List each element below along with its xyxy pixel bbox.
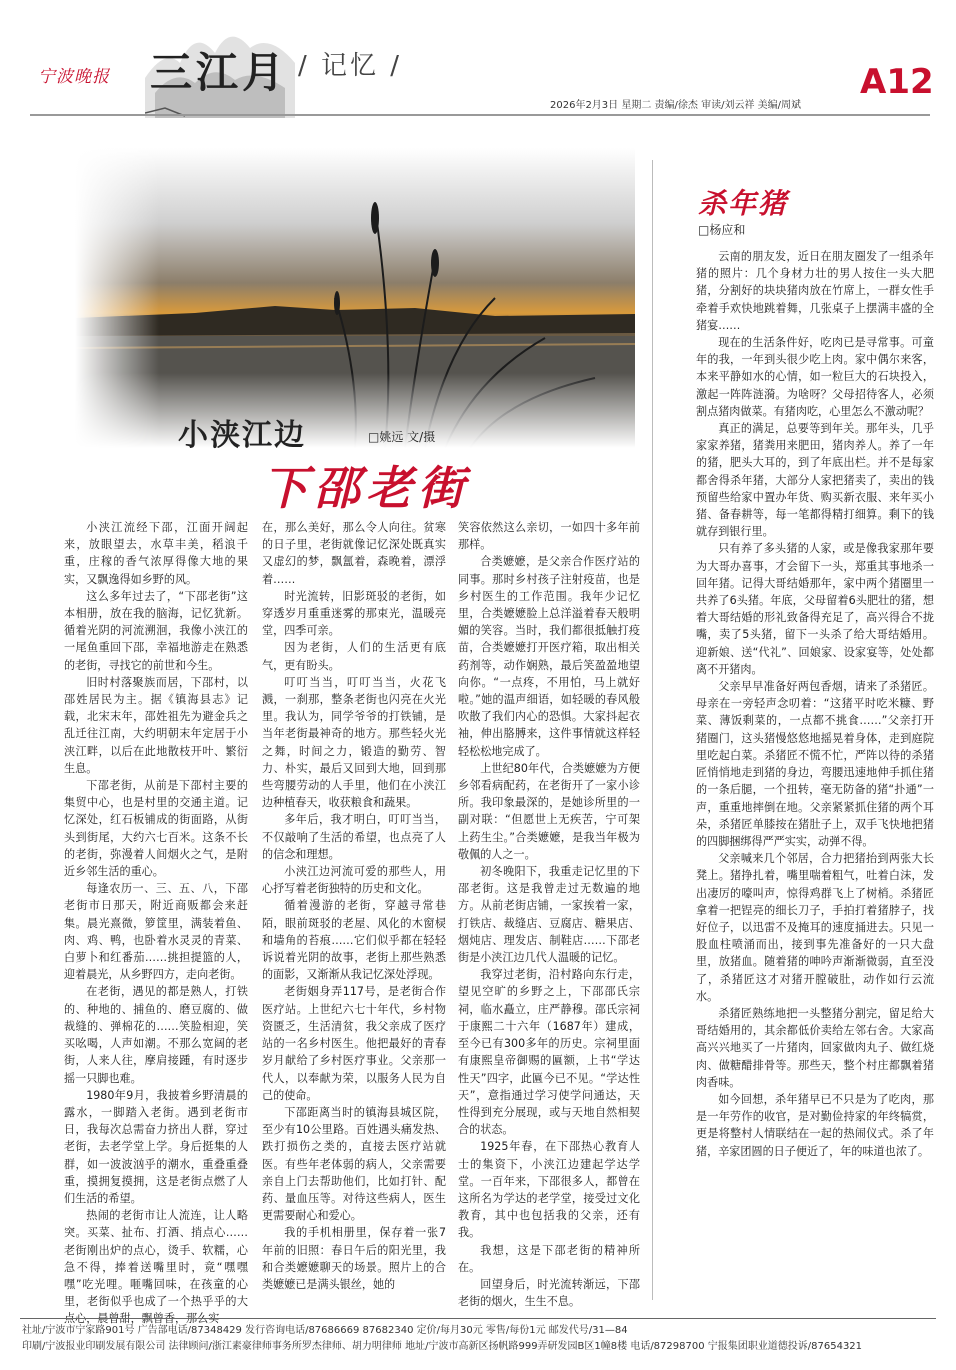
- paragraph: 如今回想，杀年猪早已不只是为了吃肉，那是一年劳作的收官，是对勤俭持家的年终犒赏，更是将整村人情联结在一起的热闹仪式。杀了年猪，辛家团圆的日子便近了，年的味道也浓了。: [696, 1092, 934, 1158]
- footer-info-line1: 社址/宁波市宁家路901号 广告部电话/87348429 发行咨询电话/87686669 87682340 定价/每月30元 零售/每份1元 邮发代号/31—84: [22, 1325, 628, 1336]
- paragraph: 老街姻身弄117号，是老街合作医疗站。上世纪六七十年代，乡村物资匮乏，生活清贫，我父亲成了医疗站的一名乡村医生。他把最好的青春岁月献给了乡村医疗事业。父亲那一代人，以奉献为荣，以服务人民为自己的使命。: [262, 985, 446, 1102]
- paragraph: 我想，这是下邵老街的精神所在。: [458, 1243, 640, 1274]
- footer-info-line2: 印刷/宁波报业印刷发展有限公司 法律顾问/浙江素豪律师事务所罗杰律师、胡力明律师 地址/宁波市高新区扬帆路999弄研发园B区1幢8楼 电话/87298700 宁报集团职业道德投诉/87654321: [22, 1341, 863, 1352]
- paragraph: 因为老街，人们的生活更有底气，更有盼头。: [262, 641, 446, 672]
- paragraph: 现在的生活条件好，吃肉已是寻常事。可童年的我，一年到头很少吃上肉。家中偶尔来客，本来平静如水的心情，如一粒巨大的石块投入，激起一阵阵涟漪。为啥呀？父母招待客人，必须割点猪肉做菜。有猪肉吃，心里怎么不激动呢？: [696, 336, 934, 418]
- paragraph: 父亲早早准备好两包香烟，请来了杀猪匠。母亲在一旁轻声念叨着：“这猪平时吃米糠、野菜、薄饭剩菜的，一点都不挑食……”父亲打开猪圈门，这头猪慢悠悠地摇晃着身体，走到庭院里吃起白菜。杀猪匠不慌不忙，严阵以待的杀猪匠悄悄地走到猪的身边，弯腰迅速地伸手抓住猪的一条后腿，一个扭转，毫无防备的猪“扑通”一声，重重地摔倒在地。父亲紧紧抓住猪的两个耳朵，杀猪匠单膝按在猪肚子上，双手飞快地把猪的四脚捆绑得严严实实，动弹不得。: [696, 680, 934, 848]
- article-column-2: [262, 519, 446, 1293]
- paragraph: 上世纪80年代，合类嬷嬷为方便乡邻看病配药，在老街开了一家小诊所。我印象最深的，是她诊所里的一副对联：“但愿世上无疾苦，宁可架上药生尘。”合类嬷嬷，是我当年极为敬佩的人之一。: [458, 761, 640, 861]
- paragraph: 小浃江流经下邵，江面开阔起来，放眼望去，水草丰美，稻浪千重，庄稼的香气浓厚得像大地的果实，又飘逸得如乡野的风。: [64, 521, 248, 586]
- paragraph: 1925年春，在下邵热心教育人士的集资下，小浃江边建起学达学堂。一百年来，下邵很多人，都曾在这所名为学达的老学堂，接受过文化教育，其中也包括我的父亲，还有我。: [458, 1140, 640, 1240]
- page-number: A12: [860, 62, 934, 102]
- paragraph: 每逢农历一、三、五、八，下邵老街市日那天，附近商贩都会来赶集。晨光熹微，箩筐里，满装着鱼、肉、鸡、鸭，也卧着水灵灵的青菜、白萝卜和红番茄……挑担提篮的人，迎着晨光，从乡野四方，走向老街。: [64, 882, 248, 982]
- paragraph: 合类嬷嬷，是父亲合作医疗站的同事。那时乡村孩子注射疫苗，也是乡村医生的工作范围。我年少记忆里，合类嬷嬷脸上总洋溢着春天般明媚的笑容。当时，我们都很抵触打疫苗，合类嬷嬷打开医疗箱，取出相关药剂等，动作娴熟，最后笑盈盈地望向你。“一点疼，不用怕，马上就好啦。”她的温声细语，如轻暖的春风般吹散了我们内心的恐惧。大家抖起衣袖，伸出胳膊来，这件事情就这样轻轻松松地完成了。: [458, 555, 640, 758]
- sidebar-byline: □杨应和: [698, 223, 746, 237]
- article-column-1: [64, 519, 248, 1328]
- header-rule: [30, 114, 930, 116]
- article-title-line2: 下邵老街: [262, 461, 470, 515]
- paragraph: 云南的朋友发，近日在朋友圈发了一组杀年猪的照片：几个身材力壮的男人按住一头大肥猪，分割好的块块猪肉放在竹席上，一群女性手牵着手欢快地跳着舞，几张桌子上摆满丰盛的全猪宴……: [696, 250, 934, 332]
- sidebar-column: [696, 248, 934, 1160]
- paragraph: 热闹的老街市让人流连，让人略突。买菜、扯布、打酒、捎点心……老街刚出炉的点心，烫手、软糯，心急不得，捧着送嘴里时，竟“嘿嘿嘿”吃光哩。咂嘴回味，在孩童的心里，老街似乎也成了一个热乎乎的大: [64, 1209, 248, 1309]
- paragraph: 回望身后，时光流转渐远，下邵老街的烟火，生生不息。: [458, 1277, 640, 1309]
- paragraph: 叮叮当当，叮叮当当，火花飞溅，一刹那，整条老街也闪亮在火光里。我认为，同学爷爷的打铁铺，是当年老街最神奇的地方。那些轻火光之舞，时间之力，锻造的勤劳、智力、朴实，最后又回到大地，回到那些弯腰劳动的人手里，他们在小浃江边种植春天，收获粮食和蔬果。: [262, 675, 446, 810]
- paragraph: 初冬晚阳下，我重走记忆里的下邵老街。这是我曾走过无数遍的地方。从前老街店铺，一家挨着一家，打铁店、裁缝店、豆腐店、糖果店、烟炖店、理发店、制鞋店……下邵老街是小浃江边几代人温暖的记忆。: [458, 865, 640, 965]
- paragraph: 我的手机相册里，保存着一张7年前的旧照：春日午后的阳光里，我和合类嬷嬷聊天的场景。照片上的合类嬷嬷已是满头银丝，她的: [262, 1226, 446, 1291]
- paragraph: 1980年9月，我披着乡野清晨的露水，一脚踏入老街。遇到老街市日，我每次总需奋力挤出人群，穿过老街，去老学堂上学。身后挺集的人群，如一波波汹乎的潮水，重叠重叠重，摸拥复摸拥，这是老街点燃了人们生活的希望。: [64, 1088, 248, 1205]
- paragraph: 循着漫游的老街，穿越寻常巷陌，眼前斑驳的老屋、风化的木窗棂和墙角的苔痕……它们似乎都在轻轻诉说着光阴的故事，老街上那些熟悉的面影，又渐渐从我记忆深处浮现。: [262, 899, 446, 982]
- sidebar-title: 杀年猪: [698, 187, 789, 220]
- paragraph: 杀猪匠熟练地把一头整猪分割完，留足给大哥结婚用的，其余都低价卖给左邻右舍。大家高高兴兴地买了一片猪肉，回家做肉丸子、做红烧肉、做糖醋排骨等。那些天，整个村庄都飘着猪肉香味。: [696, 1006, 934, 1089]
- paragraph: 我穿过老街，沿村路向东行走，望见空旷的乡野之上，下邵邵氏宗祠，临水矗立，庄严静穆。邵氏宗祠于康熙二十六年（1687年）建成，至今已有300多年的历史。宗祠里面有康熙皇帝御赐的匾额，上书“学达性天”四字，此匾今已不见。“学达性天”，意指通过学习使学问通达，天性得到充分展现，或与天地自然相契合的状态。: [458, 968, 640, 1137]
- paragraph: 这么多年过去了，“下邵老街”这本相册，放在我的脑海，记忆犹新。循着光阴的河流溯洄，我像小浃江的一尾鱼重回下邵，幸福地游走在熟悉的老街，寻找它的前世和今生。: [64, 589, 248, 672]
- paragraph: 笑容依然这么亲切，一如四十多年前那样。: [458, 521, 640, 552]
- paragraph: 旧时村落聚族而居，下邵村，以邵姓居民为主。据《镇海县志》记载，北宋末年，邵姓祖先为避金兵之乱迁往江南，大约明朝末年定居于小浃江畔，以后在此地散枝开叶、繁衍生息。: [64, 675, 248, 775]
- supplement-brand: 三江月: [150, 48, 289, 97]
- paragraph: 只有养了多头猪的人家，或是像我家那年要为大哥办喜事，才会留下一头，郑重其事地杀一回年猪。记得大哥结婚那年，家中两个猪圈里一共养了6头猪。年底，父母留着6头肥壮的猪，想着大哥结婚的形礼致备得充足了，高兴得合不拢嘴，卖了5头猪，留下一头杀了给大哥结婚用。迎新娘、送“代礼”、回娘家、设家宴等，处处都离不开猪肉。: [696, 542, 934, 676]
- paragraph: 下邵老街，从前是下邵村主要的集贸中心，也是村里的交通主道。记忆深处，红石板铺成的街面路，从街头到街尾，大约六七百米。这条不长的老街，弥漫着人间烟火之气，是附近乡邻生活的重心。: [64, 779, 248, 879]
- paragraph: 多年后，我才明白，叮叮当当，不仅敲响了生活的希望，也点亮了人的信念和理想。: [262, 813, 446, 861]
- paragraph: 真正的满足，总要等到年关。那年头，几乎家家养猪，猪粪用来肥田，猪肉养人。养了一年的猪，肥头大耳的，到了年底出栏。并不是每家都舍得杀年猪，大部分人家把猪卖了，卖出的钱预留些给家中置办年货、购买新衣服、来年买小猪、备春耕等，每一笔都得精打细算。剩下的钱就存到银行里。: [696, 422, 934, 539]
- article-title-line1: 小浃江边: [178, 418, 306, 453]
- footer-rule: [20, 1318, 936, 1319]
- paragraph: 父亲喊来几个邻居，合力把猪抬到两张大长凳上。猪挣扎着，嘴里喘着粗气，吐着白沫，发出凄厉的嚎叫声，惊得鸡群飞上了树梢。杀猪匠拿着一把锃亮的细长刀子，手拍打着猪脖子，找好位子，以迅雷不及掩耳的速度捅进去。只见一股血柱喷涌而出，接到事先准备好的一只大盘里，放猪血。随着猪的呻吟声渐渐微弱，直至没了，杀猪匠这才对猪开膛破肚，动作如行云流水。: [696, 852, 934, 1003]
- column-divider: [652, 160, 653, 1300]
- newspaper-logo: 宁波晚报: [38, 67, 110, 87]
- article-column-3: [458, 519, 640, 1310]
- paragraph: 在，那么美好，那么令人向往。贫寒的日子里，老街就像记忆深处既真实又虚幻的梦，飘氲着，森晚着，漂浮着……: [262, 521, 446, 586]
- section-label: / 记忆 /: [298, 51, 403, 81]
- paragraph: 下邵距离当时的镇海县城区院，至少有10公里路。百姓遇头痛发热、跌打损伤之类的，直接去医疗站就医。有些年老体弱的病人，父亲需要亲自上门去帮助他们，比如打针、配药、量血压等。对待这些病人，医生更需要耐心和爱心。: [262, 1105, 446, 1223]
- sunset-reeds-photo: [75, 148, 635, 448]
- paragraph: 在老街，遇见的都是熟人，打铁的、种地的、捕鱼的、磨豆腐的、做裁缝的、弹棉花的……笑脸相迎，笑买吆喝，人声如潮。不那么宽阔的老街，人来人往，摩肩接踵，有时逐步摇一只脚也难。: [64, 985, 248, 1085]
- paragraph: 时光流转，旧影斑驳的老街，如穿透岁月重重迷雾的那束光，温暖亮堂，四季可亲。: [262, 589, 446, 638]
- paragraph: 小浃江边河流可爱的那些人，用心抒写着老街独特的历史和文化。: [262, 865, 446, 896]
- article-byline: □姚远 文/摄: [368, 430, 436, 444]
- dateline: 2026年2月3日 星期二 责编/徐杰 审读/刘云祥 美编/周斌: [550, 100, 801, 111]
